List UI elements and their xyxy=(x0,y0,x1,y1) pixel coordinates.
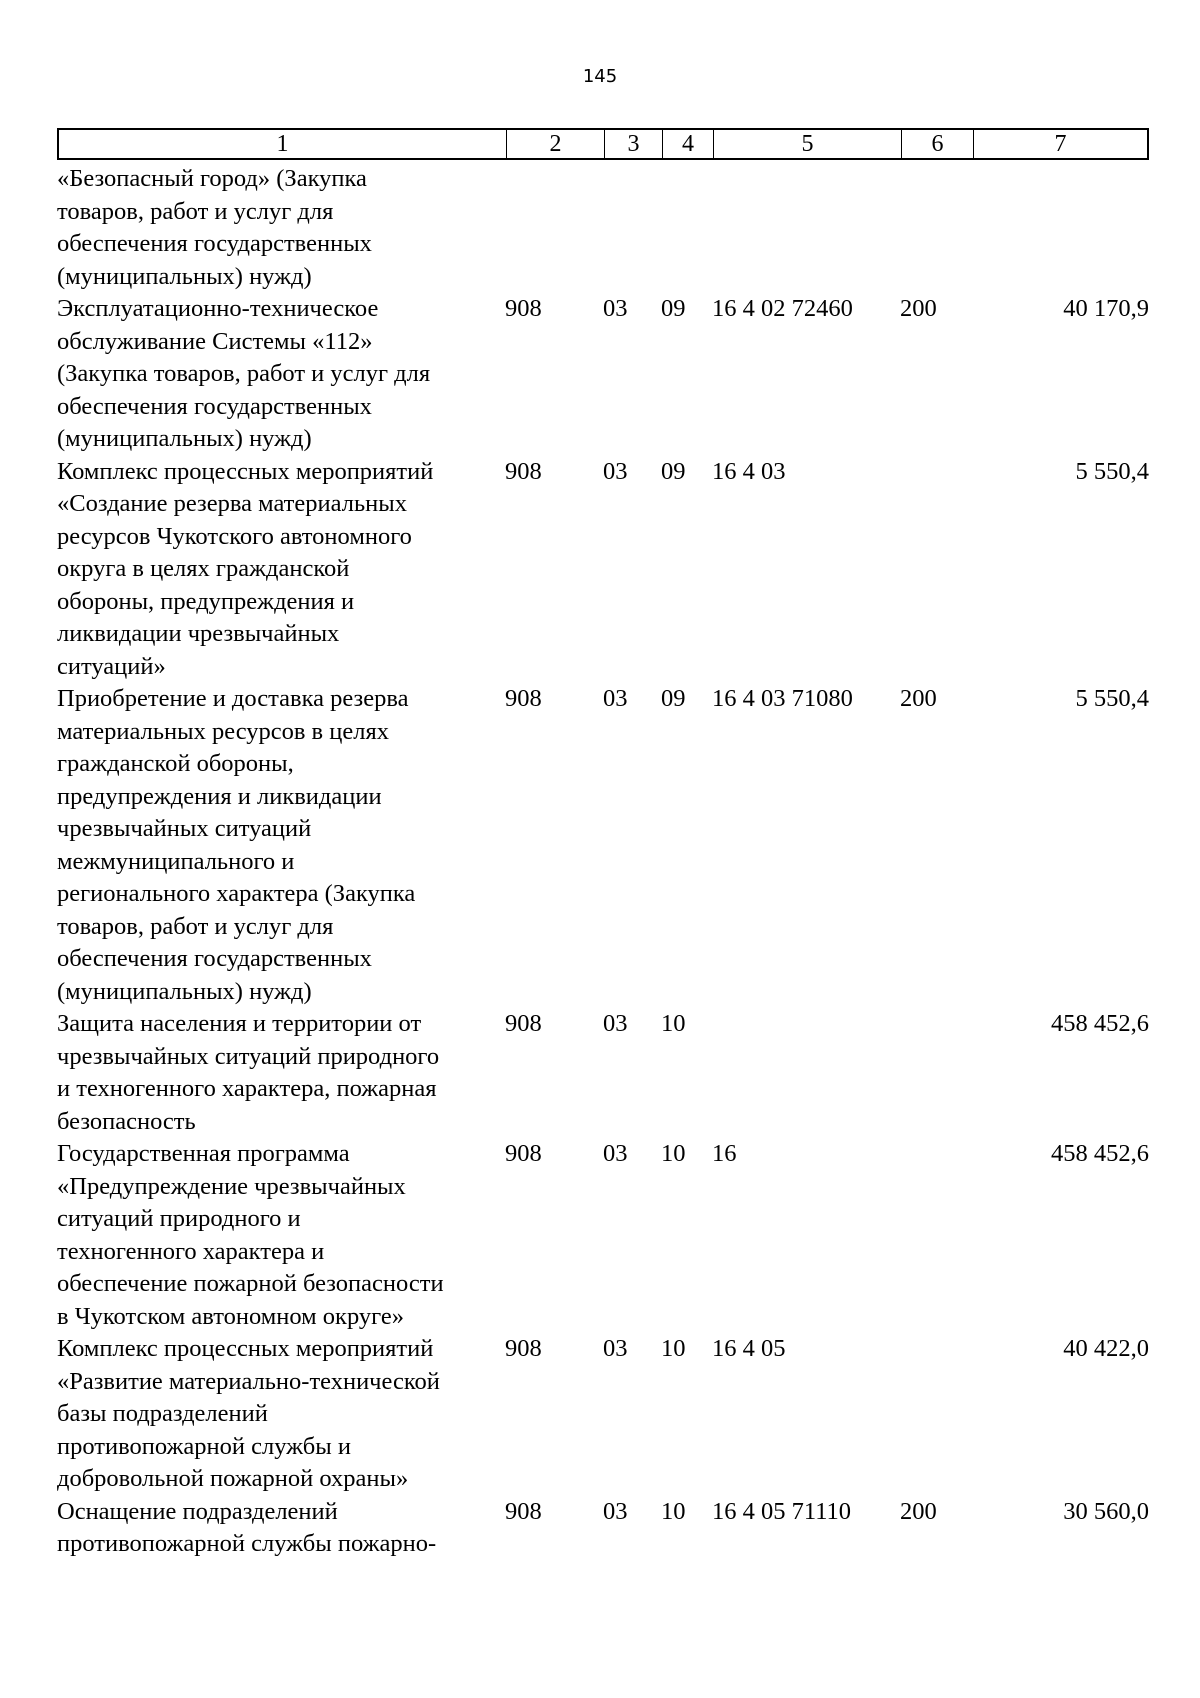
row-subsection-code: 10 xyxy=(661,1335,686,1362)
row-name: Комплекс процессных мероприятий «Развитие материально-технической базы подразделений противопожарной службы и добровольной пожарной охраны» xyxy=(57,1335,440,1492)
header-col-2: 2 xyxy=(507,130,605,158)
row-ministry-code: 908 xyxy=(505,1335,542,1362)
header-col-4: 4 xyxy=(663,130,714,158)
row-amount: 5 550,4 xyxy=(1075,457,1149,485)
row-ministry-code: 908 xyxy=(505,295,542,322)
table-row xyxy=(57,293,1149,456)
row-amount: 458 452,6 xyxy=(1051,1140,1149,1167)
row-section-code: 03 xyxy=(603,1010,628,1037)
row-target-code: 16 xyxy=(712,1140,737,1167)
table-row xyxy=(57,683,1149,1008)
row-section-code: 03 xyxy=(603,295,628,322)
row-ministry-code: 908 xyxy=(505,1140,542,1167)
row-amount: 458 452,6 xyxy=(1051,1010,1149,1037)
row-target-code: 16 4 03 71080 xyxy=(712,685,853,712)
table-body xyxy=(57,163,1149,1561)
table-row xyxy=(57,1496,1149,1561)
row-ministry-code: 908 xyxy=(505,1010,542,1037)
row-name: Эксплуатационно-техническое обслуживание Системы «112» (Закупка товаров, работ и услуг для обеспечения государственных (муниципальных) нужд) xyxy=(57,295,431,452)
row-name: Государственная программа «Предупреждение чрезвычайных ситуаций природного и техногенного характера и обеспечение пожарной безопасности в Чукотском автономном округе» xyxy=(57,1140,444,1330)
row-section-code: 03 xyxy=(603,1497,628,1525)
row-target-code: 16 4 05 xyxy=(712,1335,786,1362)
header-col-7: 7 xyxy=(1054,130,1067,157)
row-expense-type: 200 xyxy=(900,295,937,322)
row-name: Приобретение и доставка резерва материальных ресурсов в целях гражданской обороны, предупреждения и ликвидации чрезвычайных ситуаций межмуниципального и регионального характера (Закупка товаров, работ и услуг для обеспечения государственных (муниципальных) нужд) xyxy=(57,685,416,1005)
header-col-5: 5 xyxy=(714,130,902,158)
row-name: Защита населения и территории от чрезвычайных ситуаций природного и техногенного характера, пожарная безопасность xyxy=(57,1010,440,1135)
row-subsection-code: 09 xyxy=(661,457,686,485)
table-header xyxy=(57,128,1149,160)
row-section-code: 03 xyxy=(603,457,628,485)
row-target-code: 16 4 05 71110 xyxy=(712,1497,852,1525)
row-target-code: 16 4 02 72460 xyxy=(712,295,853,322)
table-row xyxy=(57,163,1149,293)
row-ministry-code: 908 xyxy=(505,1497,542,1525)
row-section-code: 03 xyxy=(603,1335,628,1362)
row-ministry-code: 908 xyxy=(505,457,542,485)
row-name: Комплекс процессных мероприятий «Создание резерва материальных ресурсов Чукотского автономного округа в целях гражданской обороны, предупреждения и ликвидации чрезвычайных ситуаций» xyxy=(57,457,434,680)
table-row xyxy=(57,1138,1149,1333)
row-amount: 5 550,4 xyxy=(1075,685,1149,712)
page-number: 145 xyxy=(582,66,618,87)
row-expense-type: 200 xyxy=(900,1497,937,1525)
row-amount: 40 170,9 xyxy=(1063,295,1149,322)
table-row xyxy=(57,1333,1149,1496)
header-col-1: 1 xyxy=(59,130,507,158)
header-col-6: 6 xyxy=(902,130,974,158)
row-expense-type: 200 xyxy=(900,685,937,712)
row-ministry-code: 908 xyxy=(505,685,542,712)
row-section-code: 03 xyxy=(603,1140,628,1167)
table-row xyxy=(57,1008,1149,1138)
table-row xyxy=(57,456,1149,684)
row-subsection-code: 10 xyxy=(661,1140,686,1167)
row-target-code: 16 4 03 xyxy=(712,457,786,485)
row-subsection-code: 10 xyxy=(661,1497,686,1525)
row-section-code: 03 xyxy=(603,685,628,712)
row-name: Оснащение подразделений противопожарной службы пожарно- xyxy=(57,1497,437,1557)
row-subsection-code: 09 xyxy=(661,295,686,322)
row-amount: 30 560,0 xyxy=(1063,1497,1149,1525)
header-col-3: 3 xyxy=(605,130,663,158)
row-subsection-code: 09 xyxy=(661,685,686,712)
row-subsection-code: 10 xyxy=(661,1010,686,1037)
row-amount: 40 422,0 xyxy=(1063,1335,1149,1362)
row-name: «Безопасный город» (Закупка товаров, работ и услуг для обеспечения государственных (муниципальных) нужд) xyxy=(57,165,372,290)
